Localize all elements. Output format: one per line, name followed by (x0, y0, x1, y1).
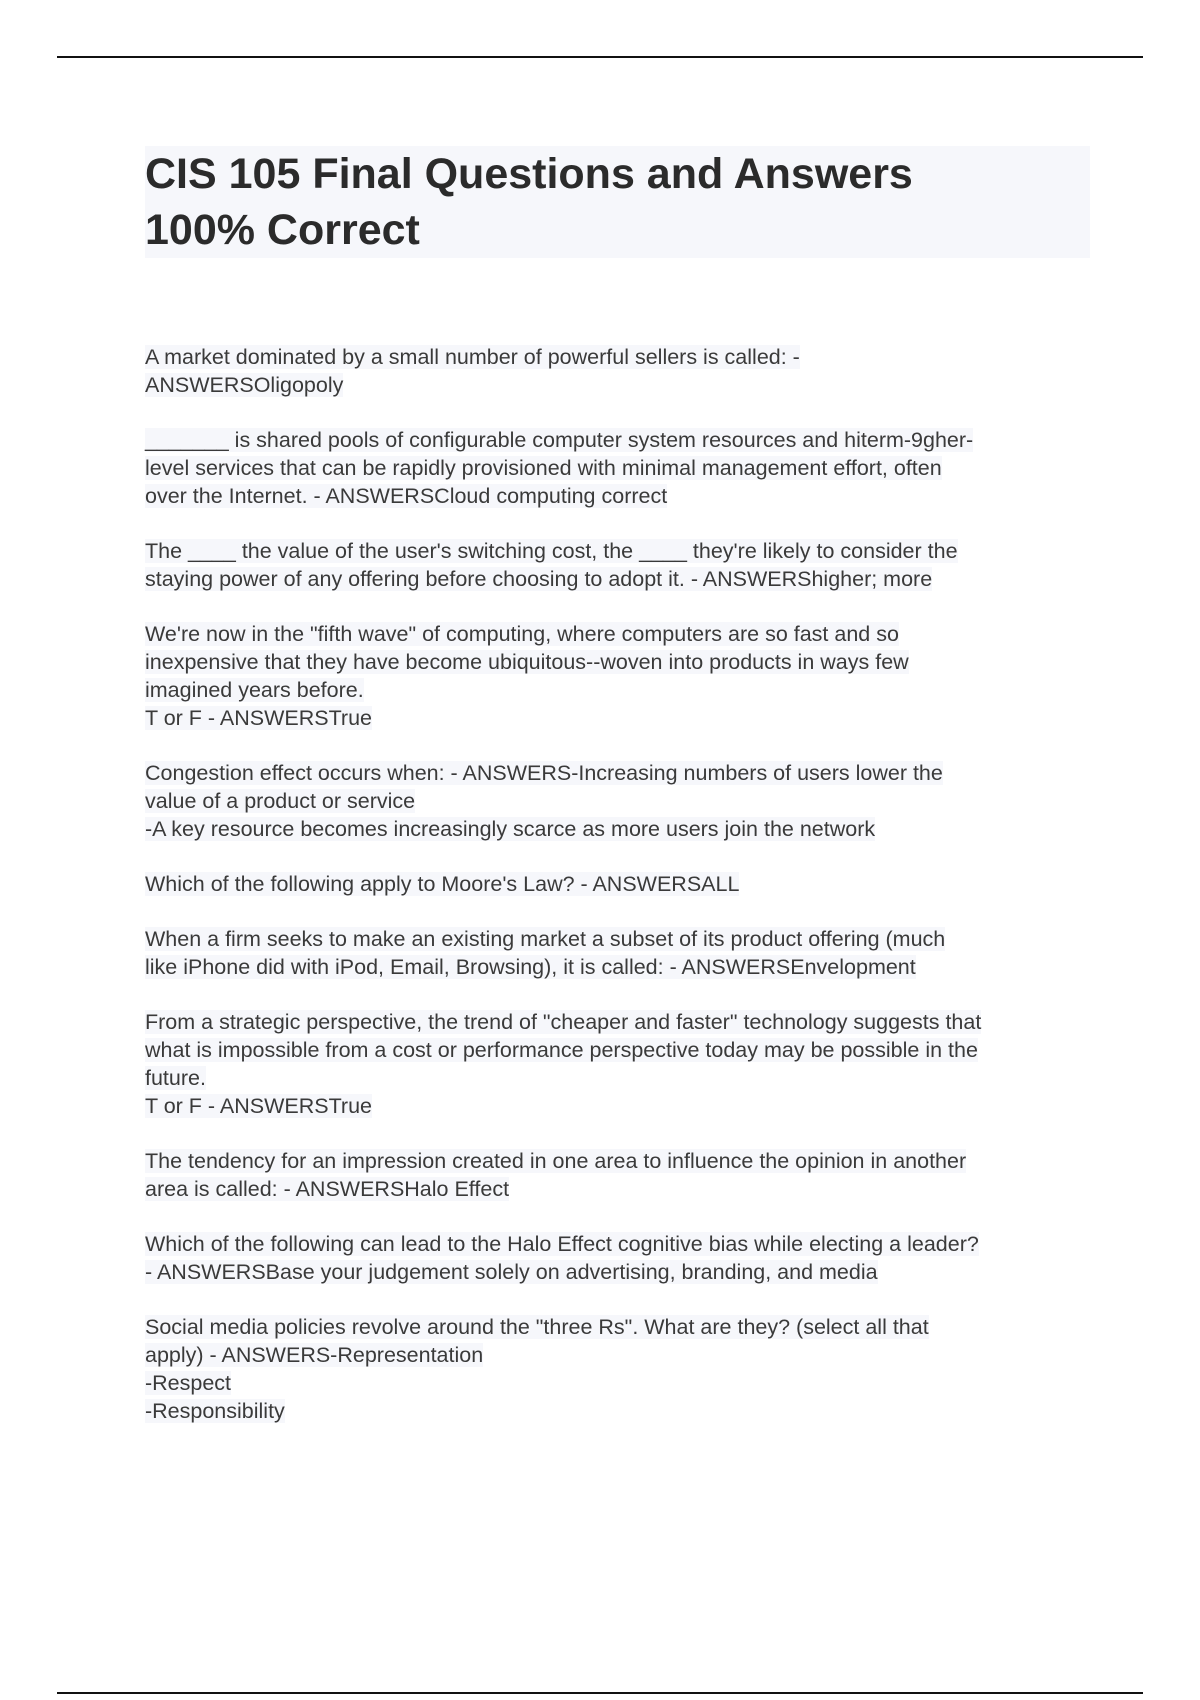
qa-line: Congestion effect occurs when: - ANSWERS-Increasing numbers of users lower the (145, 761, 943, 785)
bottom-divider (57, 1692, 1143, 1694)
qa-line: The tendency for an impression created in one area to influence the opinion in another (145, 1149, 967, 1173)
qa-item (145, 426, 1090, 510)
qa-line: ANSWERSOligopoly (145, 373, 344, 397)
qa-line: When a firm seeks to make an existing market a subset of its product offering (much (145, 927, 946, 951)
qa-item (145, 870, 1090, 898)
qa-list (145, 343, 1090, 1425)
qa-line: value of a product or service (145, 789, 416, 813)
qa-line: -Respect (145, 1371, 232, 1395)
qa-item (145, 537, 1090, 593)
qa-item (145, 1147, 1090, 1203)
qa-line: T or F - ANSWERSTrue (145, 1094, 372, 1118)
qa-line: Which of the following apply to Moore's Law? - ANSWERSALL (145, 872, 740, 896)
document-body (145, 146, 1090, 1452)
qa-line: _______ is shared pools of configurable computer system resources and hiterm-9gher- (145, 428, 974, 452)
document-title (145, 146, 1090, 258)
qa-line: From a strategic perspective, the trend of "cheaper and faster" technology suggests that (145, 1010, 982, 1034)
qa-line: like iPhone did with iPod, Email, Browsing), it is called: - ANSWERSEnvelopment (145, 955, 916, 979)
qa-line: inexpensive that they have become ubiquitous--woven into products in ways few (145, 650, 909, 674)
title-line: CIS 105 Final Questions and Answers (145, 146, 1090, 202)
qa-line: Which of the following can lead to the Halo Effect cognitive bias while electing a leader? (145, 1232, 979, 1256)
qa-item (145, 620, 1090, 732)
qa-line: apply) - ANSWERS-Representation (145, 1343, 484, 1367)
qa-line: imagined years before. (145, 678, 364, 702)
qa-line: T or F - ANSWERSTrue (145, 706, 372, 730)
qa-item (145, 759, 1090, 843)
qa-line: - ANSWERSBase your judgement solely on advertising, branding, and media (145, 1260, 878, 1284)
qa-item (145, 1230, 1090, 1286)
qa-line: staying power of any offering before choosing to adopt it. - ANSWERShigher; more (145, 567, 933, 591)
qa-line: over the Internet. - ANSWERSCloud computing correct (145, 484, 668, 508)
qa-line: -Responsibility (145, 1399, 285, 1423)
qa-line: what is impossible from a cost or performance perspective today may be possible in the (145, 1038, 978, 1062)
qa-line: area is called: - ANSWERSHalo Effect (145, 1177, 510, 1201)
qa-line: future. (145, 1066, 206, 1090)
qa-line: Social media policies revolve around the "three Rs". What are they? (select all that (145, 1315, 929, 1339)
qa-line: level services that can be rapidly provisioned with minimal management effort, often (145, 456, 942, 480)
qa-item (145, 1008, 1090, 1120)
title-line: 100% Correct (145, 202, 1090, 258)
qa-item (145, 1313, 1090, 1425)
qa-item (145, 343, 1090, 399)
qa-line: The ____ the value of the user's switching cost, the ____ they're likely to consider the (145, 539, 958, 563)
top-divider (57, 56, 1143, 58)
qa-item (145, 925, 1090, 981)
qa-line: A market dominated by a small number of powerful sellers is called: - (145, 345, 800, 369)
qa-line: We're now in the "fifth wave" of computing, where computers are so fast and so (145, 622, 899, 646)
qa-line: -A key resource becomes increasingly scarce as more users join the network (145, 817, 876, 841)
